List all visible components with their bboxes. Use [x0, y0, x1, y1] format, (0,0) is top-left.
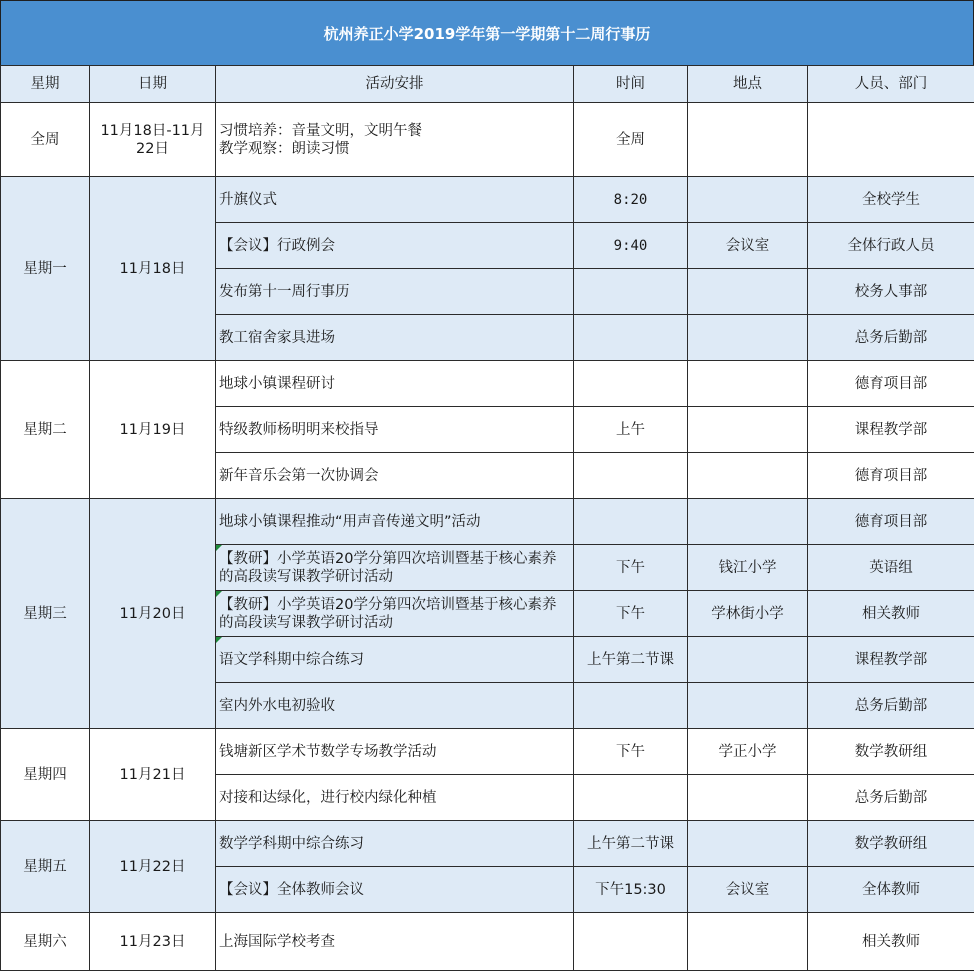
weekday-cell: 星期四 — [1, 729, 90, 821]
place-cell: 会议室 — [688, 867, 808, 913]
place-cell — [688, 177, 808, 223]
weekday-cell: 星期二 — [1, 361, 90, 499]
weekday-cell: 全周 — [1, 103, 90, 177]
people-cell: 总务后勤部 — [808, 683, 974, 729]
place-cell — [688, 407, 808, 453]
people-cell: 总务后勤部 — [808, 775, 974, 821]
header-weekday: 星期 — [1, 66, 90, 103]
people-cell: 德育项目部 — [808, 361, 974, 407]
place-cell — [688, 775, 808, 821]
people-cell — [808, 103, 974, 177]
time-cell — [574, 361, 688, 407]
people-cell: 全校学生 — [808, 177, 974, 223]
table-row — [1, 103, 974, 177]
time-cell: 下午 — [574, 545, 688, 591]
time-cell — [574, 683, 688, 729]
place-cell: 学林街小学 — [688, 591, 808, 637]
place-cell — [688, 499, 808, 545]
time-cell: 9:40 — [574, 223, 688, 269]
people-cell: 校务人事部 — [808, 269, 974, 315]
time-cell: 8:20 — [574, 177, 688, 223]
time-cell — [574, 453, 688, 499]
activity-cell: 室内外水电初验收 — [216, 683, 574, 729]
activity-cell: 地球小镇课程研讨 — [216, 361, 574, 407]
activity-cell: 【教研】小学英语20学分第四次培训暨基于核心素养的高段读写课教学研讨活动 — [216, 591, 574, 637]
date-cell: 11月20日 — [90, 499, 216, 729]
table-row — [1, 361, 974, 407]
weekday-cell: 星期三 — [1, 499, 90, 729]
page-title: 杭州养正小学2019学年第一学期第十二周行事历 — [0, 0, 974, 66]
activity-cell: 上海国际学校考查 — [216, 913, 574, 971]
time-cell: 上午第二节课 — [574, 821, 688, 867]
weekday-cell: 星期五 — [1, 821, 90, 913]
place-cell — [688, 103, 808, 177]
people-cell: 全体教师 — [808, 867, 974, 913]
place-cell: 学正小学 — [688, 729, 808, 775]
table-row — [1, 177, 974, 223]
date-cell: 11月23日 — [90, 913, 216, 971]
schedule-table — [0, 65, 974, 971]
header-date: 日期 — [90, 66, 216, 103]
activity-cell: 数学学科期中综合练习 — [216, 821, 574, 867]
place-cell — [688, 913, 808, 971]
activity-cell: 【会议】行政例会 — [216, 223, 574, 269]
activity-cell: 发布第十一周行事历 — [216, 269, 574, 315]
activity-cell: 特级教师杨明明来校指导 — [216, 407, 574, 453]
table-row — [1, 913, 974, 971]
place-cell — [688, 315, 808, 361]
activity-cell: 【会议】全体教师会议 — [216, 867, 574, 913]
time-cell — [574, 913, 688, 971]
people-cell: 德育项目部 — [808, 499, 974, 545]
header-people: 人员、部门 — [808, 66, 974, 103]
activity-cell: 新年音乐会第一次协调会 — [216, 453, 574, 499]
header-time: 时间 — [574, 66, 688, 103]
date-cell: 11月18日-11月22日 — [90, 103, 216, 177]
time-cell: 下午 — [574, 729, 688, 775]
people-cell: 英语组 — [808, 545, 974, 591]
header-row — [1, 66, 974, 103]
time-cell — [574, 269, 688, 315]
header-activity: 活动安排 — [216, 66, 574, 103]
activity-cell: 习惯培养：音量文明，文明午餐 教学观察：朗读习惯 — [216, 103, 574, 177]
date-cell: 11月22日 — [90, 821, 216, 913]
activity-cell: 地球小镇课程推动“用声音传递文明”活动 — [216, 499, 574, 545]
activity-cell: 升旗仪式 — [216, 177, 574, 223]
people-cell: 课程教学部 — [808, 407, 974, 453]
place-cell: 会议室 — [688, 223, 808, 269]
table-row — [1, 821, 974, 867]
time-cell — [574, 775, 688, 821]
time-cell — [574, 315, 688, 361]
place-cell — [688, 269, 808, 315]
time-cell: 下午 — [574, 591, 688, 637]
place-cell — [688, 453, 808, 499]
people-cell: 总务后勤部 — [808, 315, 974, 361]
header-place: 地点 — [688, 66, 808, 103]
table-row — [1, 729, 974, 775]
people-cell: 课程教学部 — [808, 637, 974, 683]
people-cell: 全体行政人员 — [808, 223, 974, 269]
people-cell: 德育项目部 — [808, 453, 974, 499]
people-cell: 相关教师 — [808, 591, 974, 637]
people-cell: 数学教研组 — [808, 729, 974, 775]
activity-cell: 【教研】小学英语20学分第四次培训暨基于核心素养的高段读写课教学研讨活动 — [216, 545, 574, 591]
weekday-cell: 星期一 — [1, 177, 90, 361]
date-cell: 11月18日 — [90, 177, 216, 361]
schedule-body — [1, 103, 974, 971]
place-cell — [688, 683, 808, 729]
date-cell: 11月19日 — [90, 361, 216, 499]
place-cell: 钱江小学 — [688, 545, 808, 591]
activity-cell: 钱塘新区学术节数学专场教学活动 — [216, 729, 574, 775]
time-cell: 下午15:30 — [574, 867, 688, 913]
date-cell: 11月21日 — [90, 729, 216, 821]
activity-cell: 语文学科期中综合练习 — [216, 637, 574, 683]
activity-cell: 教工宿舍家具进场 — [216, 315, 574, 361]
table-row — [1, 499, 974, 545]
people-cell: 相关教师 — [808, 913, 974, 971]
time-cell: 上午第二节课 — [574, 637, 688, 683]
place-cell — [688, 361, 808, 407]
time-cell: 全周 — [574, 103, 688, 177]
activity-cell: 对接和达绿化，进行校内绿化种植 — [216, 775, 574, 821]
time-cell: 上午 — [574, 407, 688, 453]
people-cell: 数学教研组 — [808, 821, 974, 867]
place-cell — [688, 821, 808, 867]
time-cell — [574, 499, 688, 545]
place-cell — [688, 637, 808, 683]
weekday-cell: 星期六 — [1, 913, 90, 971]
